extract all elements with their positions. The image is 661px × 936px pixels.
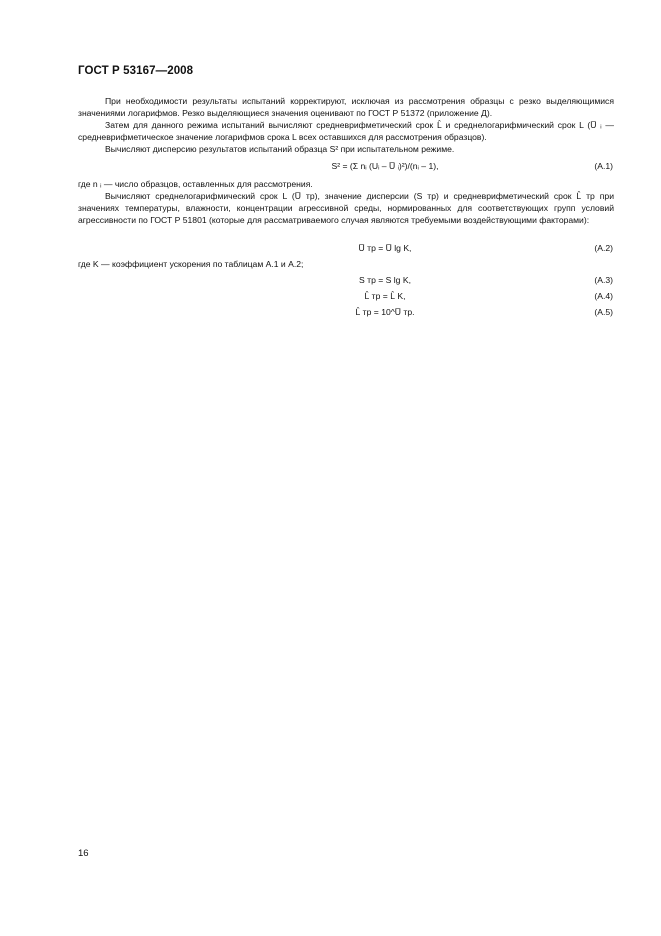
paragraph-correction: При необходимости результаты испытаний корректируют, исключая из рассмотрения образцы с резко выделяющимися значениями логарифмов. Резко выделяющиеся значения оценивают по ГОСТ Р 51372 (приложение Д). [78,96,614,119]
equation-number-a3: (А.3) [594,275,613,285]
document-header: ГОСТ Р 53167—2008 [78,65,194,77]
equation-a4: L̂ тр = L̂ K, [364,291,406,301]
equation-number-a2: (А.2) [594,243,613,253]
equation-number-a5: (А.5) [594,307,613,317]
paragraph-required-values: Вычисляют среднелогарифмический срок L (U̅ тр), значение дисперсии (S тр) и средневрифметический срок L̂ тр при значениях температуры, влажности, концентрации агрессивной среды, нормированных для соответствующих групп условий агрессивности по ГОСТ Р 51801 (которые для рассматриваемого случая являются требуемыми воздействующими факторами): [78,191,614,226]
equation-a3: S тр = S lg K, [359,275,411,285]
paragraph-mean-values: Затем для данного режима испытаний вычисляют средневрифметический срок L̂ и среднелогарифмический срок L (U̅ ᵢ — средневрифметическое значение логарифмов срока L всех оставшихся для рассмотрения образцов). [78,120,614,143]
equation-number-a4: (А.4) [594,291,613,301]
equation-a1: S² = (Σ nᵢ (Uᵢ – U̅ ᵢ)²)/(nᵢ – 1), [331,161,439,171]
paragraph-dispersion: Вычисляют дисперсию результатов испытаний образца S² при испытательном режиме. [105,144,455,154]
equation-a2: U̅ тр = U̅ lg K, [358,243,412,253]
paragraph-where-k: где K — коэффициент ускорения по таблицам А.1 и А.2; [78,259,304,269]
paragraph-where-n: где n ᵢ — число образцов, оставленных для рассмотрения. [78,179,313,189]
equation-number-a1: (А.1) [594,161,613,171]
equation-a5: L̂ тр = 10^U̅ тр. [355,307,415,317]
page-number: 16 [78,848,89,859]
